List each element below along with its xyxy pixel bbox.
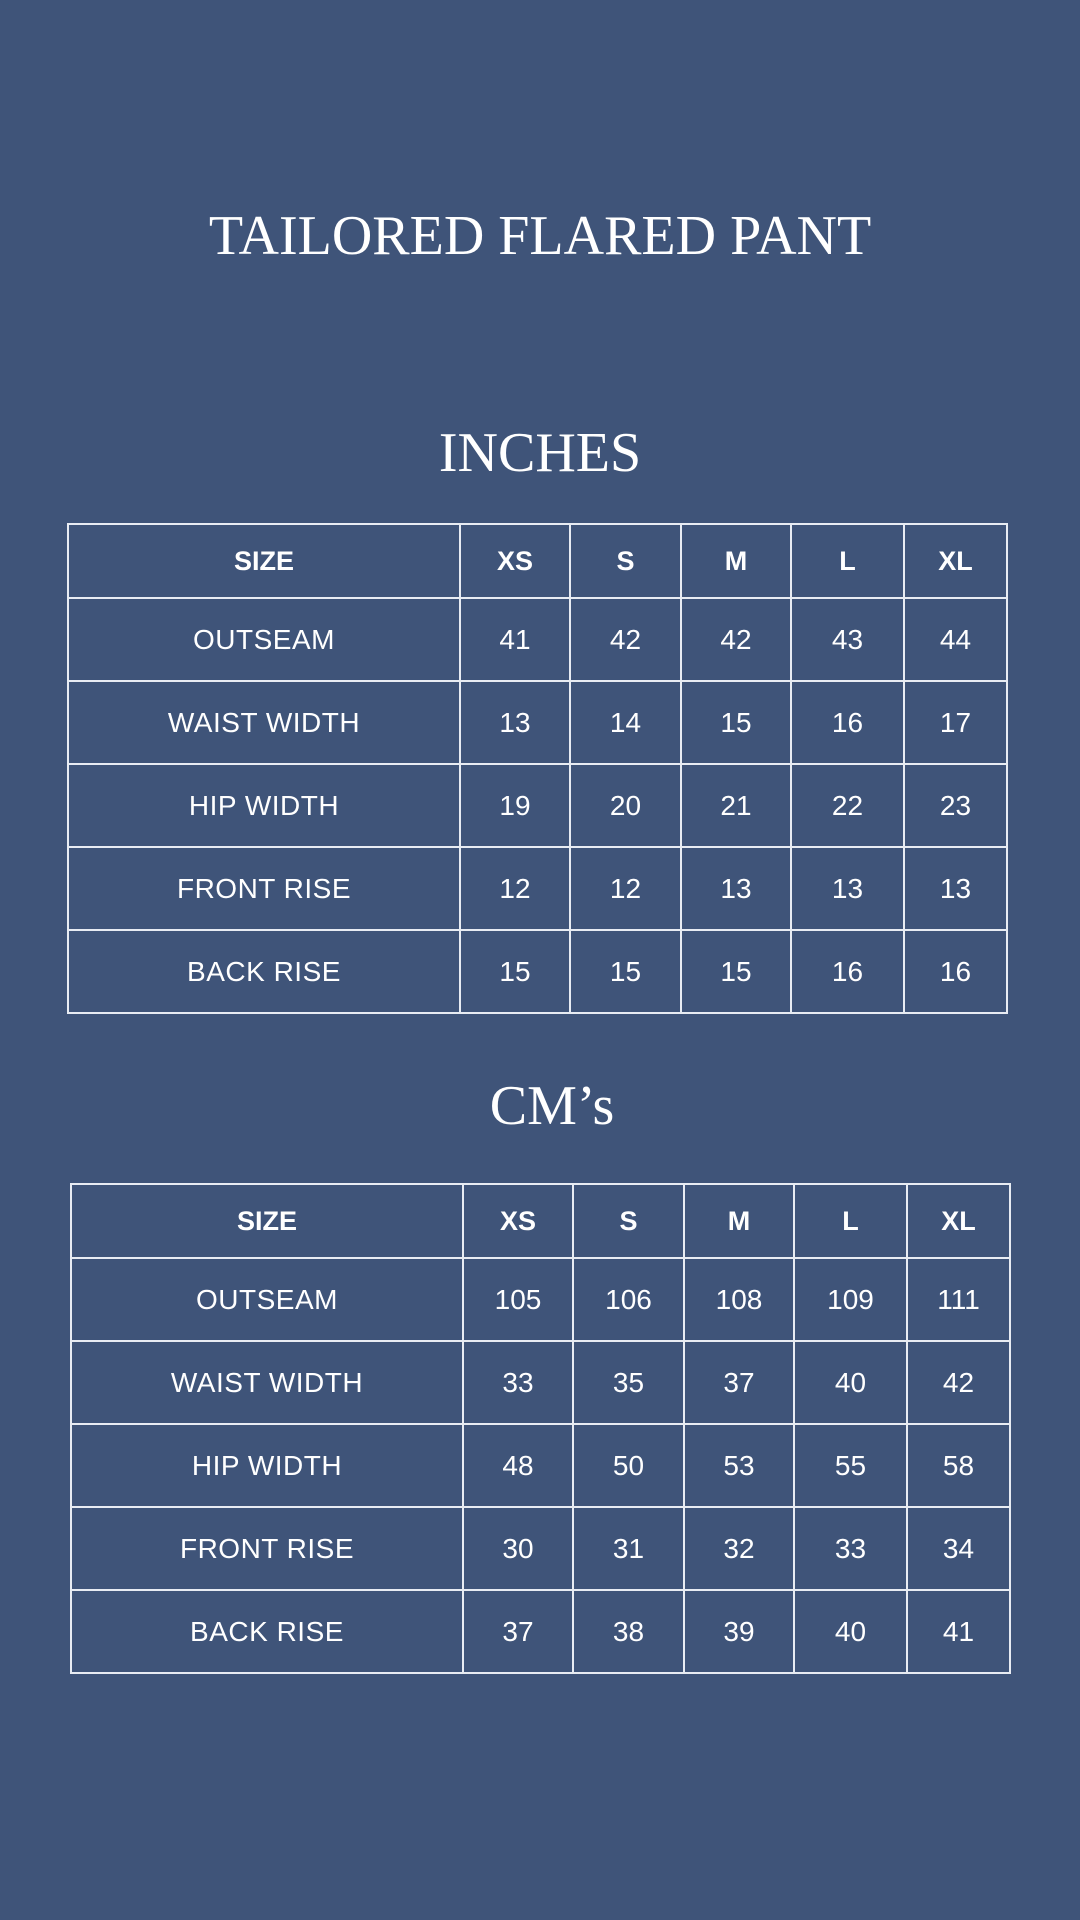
- table-cell: 15: [681, 681, 791, 764]
- page-title: TAILORED FLARED PANT: [208, 205, 872, 267]
- row-label: HIP WIDTH: [68, 764, 460, 847]
- table-cell: 33: [463, 1341, 573, 1424]
- column-header-l: L: [791, 524, 904, 598]
- table-row: [71, 1507, 1010, 1590]
- table-cell: 106: [573, 1258, 684, 1341]
- column-header-m: M: [684, 1184, 794, 1258]
- table-cell: 16: [904, 930, 1007, 1013]
- table-cell: 108: [684, 1258, 794, 1341]
- table-header-row: [68, 524, 1007, 598]
- table-cell: 111: [907, 1258, 1010, 1341]
- table-cell: 15: [570, 930, 681, 1013]
- table-cell: 13: [681, 847, 791, 930]
- table-cell: 12: [460, 847, 570, 930]
- table-cell: 37: [463, 1590, 573, 1673]
- table-cell: 34: [907, 1507, 1010, 1590]
- table-cell: 38: [573, 1590, 684, 1673]
- row-label: FRONT RISE: [68, 847, 460, 930]
- table-cell: 32: [684, 1507, 794, 1590]
- cms-heading: CM’s: [489, 1075, 615, 1137]
- table-cell: 58: [907, 1424, 1010, 1507]
- table-row: [71, 1341, 1010, 1424]
- table-cell: 109: [794, 1258, 907, 1341]
- table-row: [71, 1424, 1010, 1507]
- row-label: WAIST WIDTH: [71, 1341, 463, 1424]
- column-header-xl: XL: [904, 524, 1007, 598]
- table-cell: 12: [570, 847, 681, 930]
- table-row: [68, 847, 1007, 930]
- table-row: [68, 681, 1007, 764]
- table-cell: 42: [907, 1341, 1010, 1424]
- table-row: [68, 598, 1007, 681]
- column-header-s: S: [570, 524, 681, 598]
- table-cell: 19: [460, 764, 570, 847]
- table-cell: 39: [684, 1590, 794, 1673]
- table-cell: 40: [794, 1590, 907, 1673]
- table-cell: 22: [791, 764, 904, 847]
- table-cell: 15: [681, 930, 791, 1013]
- column-header-size: SIZE: [68, 524, 460, 598]
- table-cell: 13: [460, 681, 570, 764]
- table-cell: 55: [794, 1424, 907, 1507]
- table-row: [68, 930, 1007, 1013]
- table-row: [71, 1258, 1010, 1341]
- table-cell: 15: [460, 930, 570, 1013]
- column-header-xs: XS: [460, 524, 570, 598]
- column-header-s: S: [573, 1184, 684, 1258]
- table-cell: 35: [573, 1341, 684, 1424]
- row-label: BACK RISE: [71, 1590, 463, 1673]
- table-row: [71, 1590, 1010, 1673]
- column-header-xl: XL: [907, 1184, 1010, 1258]
- inches-size-table: [67, 523, 1008, 1014]
- table-cell: 37: [684, 1341, 794, 1424]
- row-label: HIP WIDTH: [71, 1424, 463, 1507]
- table-cell: 41: [907, 1590, 1010, 1673]
- row-label: FRONT RISE: [71, 1507, 463, 1590]
- column-header-m: M: [681, 524, 791, 598]
- table-cell: 43: [791, 598, 904, 681]
- cms-size-table: [70, 1183, 1011, 1674]
- table-cell: 14: [570, 681, 681, 764]
- table-cell: 48: [463, 1424, 573, 1507]
- table-cell: 31: [573, 1507, 684, 1590]
- table-cell: 105: [463, 1258, 573, 1341]
- column-header-l: L: [794, 1184, 907, 1258]
- table-cell: 16: [791, 930, 904, 1013]
- table-cell: 40: [794, 1341, 907, 1424]
- table-cell: 13: [904, 847, 1007, 930]
- inches-heading: INCHES: [438, 422, 642, 484]
- table-cell: 30: [463, 1507, 573, 1590]
- row-label: BACK RISE: [68, 930, 460, 1013]
- row-label: WAIST WIDTH: [68, 681, 460, 764]
- column-header-size: SIZE: [71, 1184, 463, 1258]
- table-cell: 33: [794, 1507, 907, 1590]
- table-cell: 17: [904, 681, 1007, 764]
- table-cell: 13: [791, 847, 904, 930]
- column-header-xs: XS: [463, 1184, 573, 1258]
- table-cell: 44: [904, 598, 1007, 681]
- table-cell: 20: [570, 764, 681, 847]
- table-cell: 41: [460, 598, 570, 681]
- table-cell: 50: [573, 1424, 684, 1507]
- table-cell: 42: [570, 598, 681, 681]
- table-cell: 53: [684, 1424, 794, 1507]
- table-cell: 23: [904, 764, 1007, 847]
- table-cell: 42: [681, 598, 791, 681]
- table-cell: 16: [791, 681, 904, 764]
- table-row: [68, 764, 1007, 847]
- row-label: OUTSEAM: [71, 1258, 463, 1341]
- table-header-row: [71, 1184, 1010, 1258]
- table-cell: 21: [681, 764, 791, 847]
- row-label: OUTSEAM: [68, 598, 460, 681]
